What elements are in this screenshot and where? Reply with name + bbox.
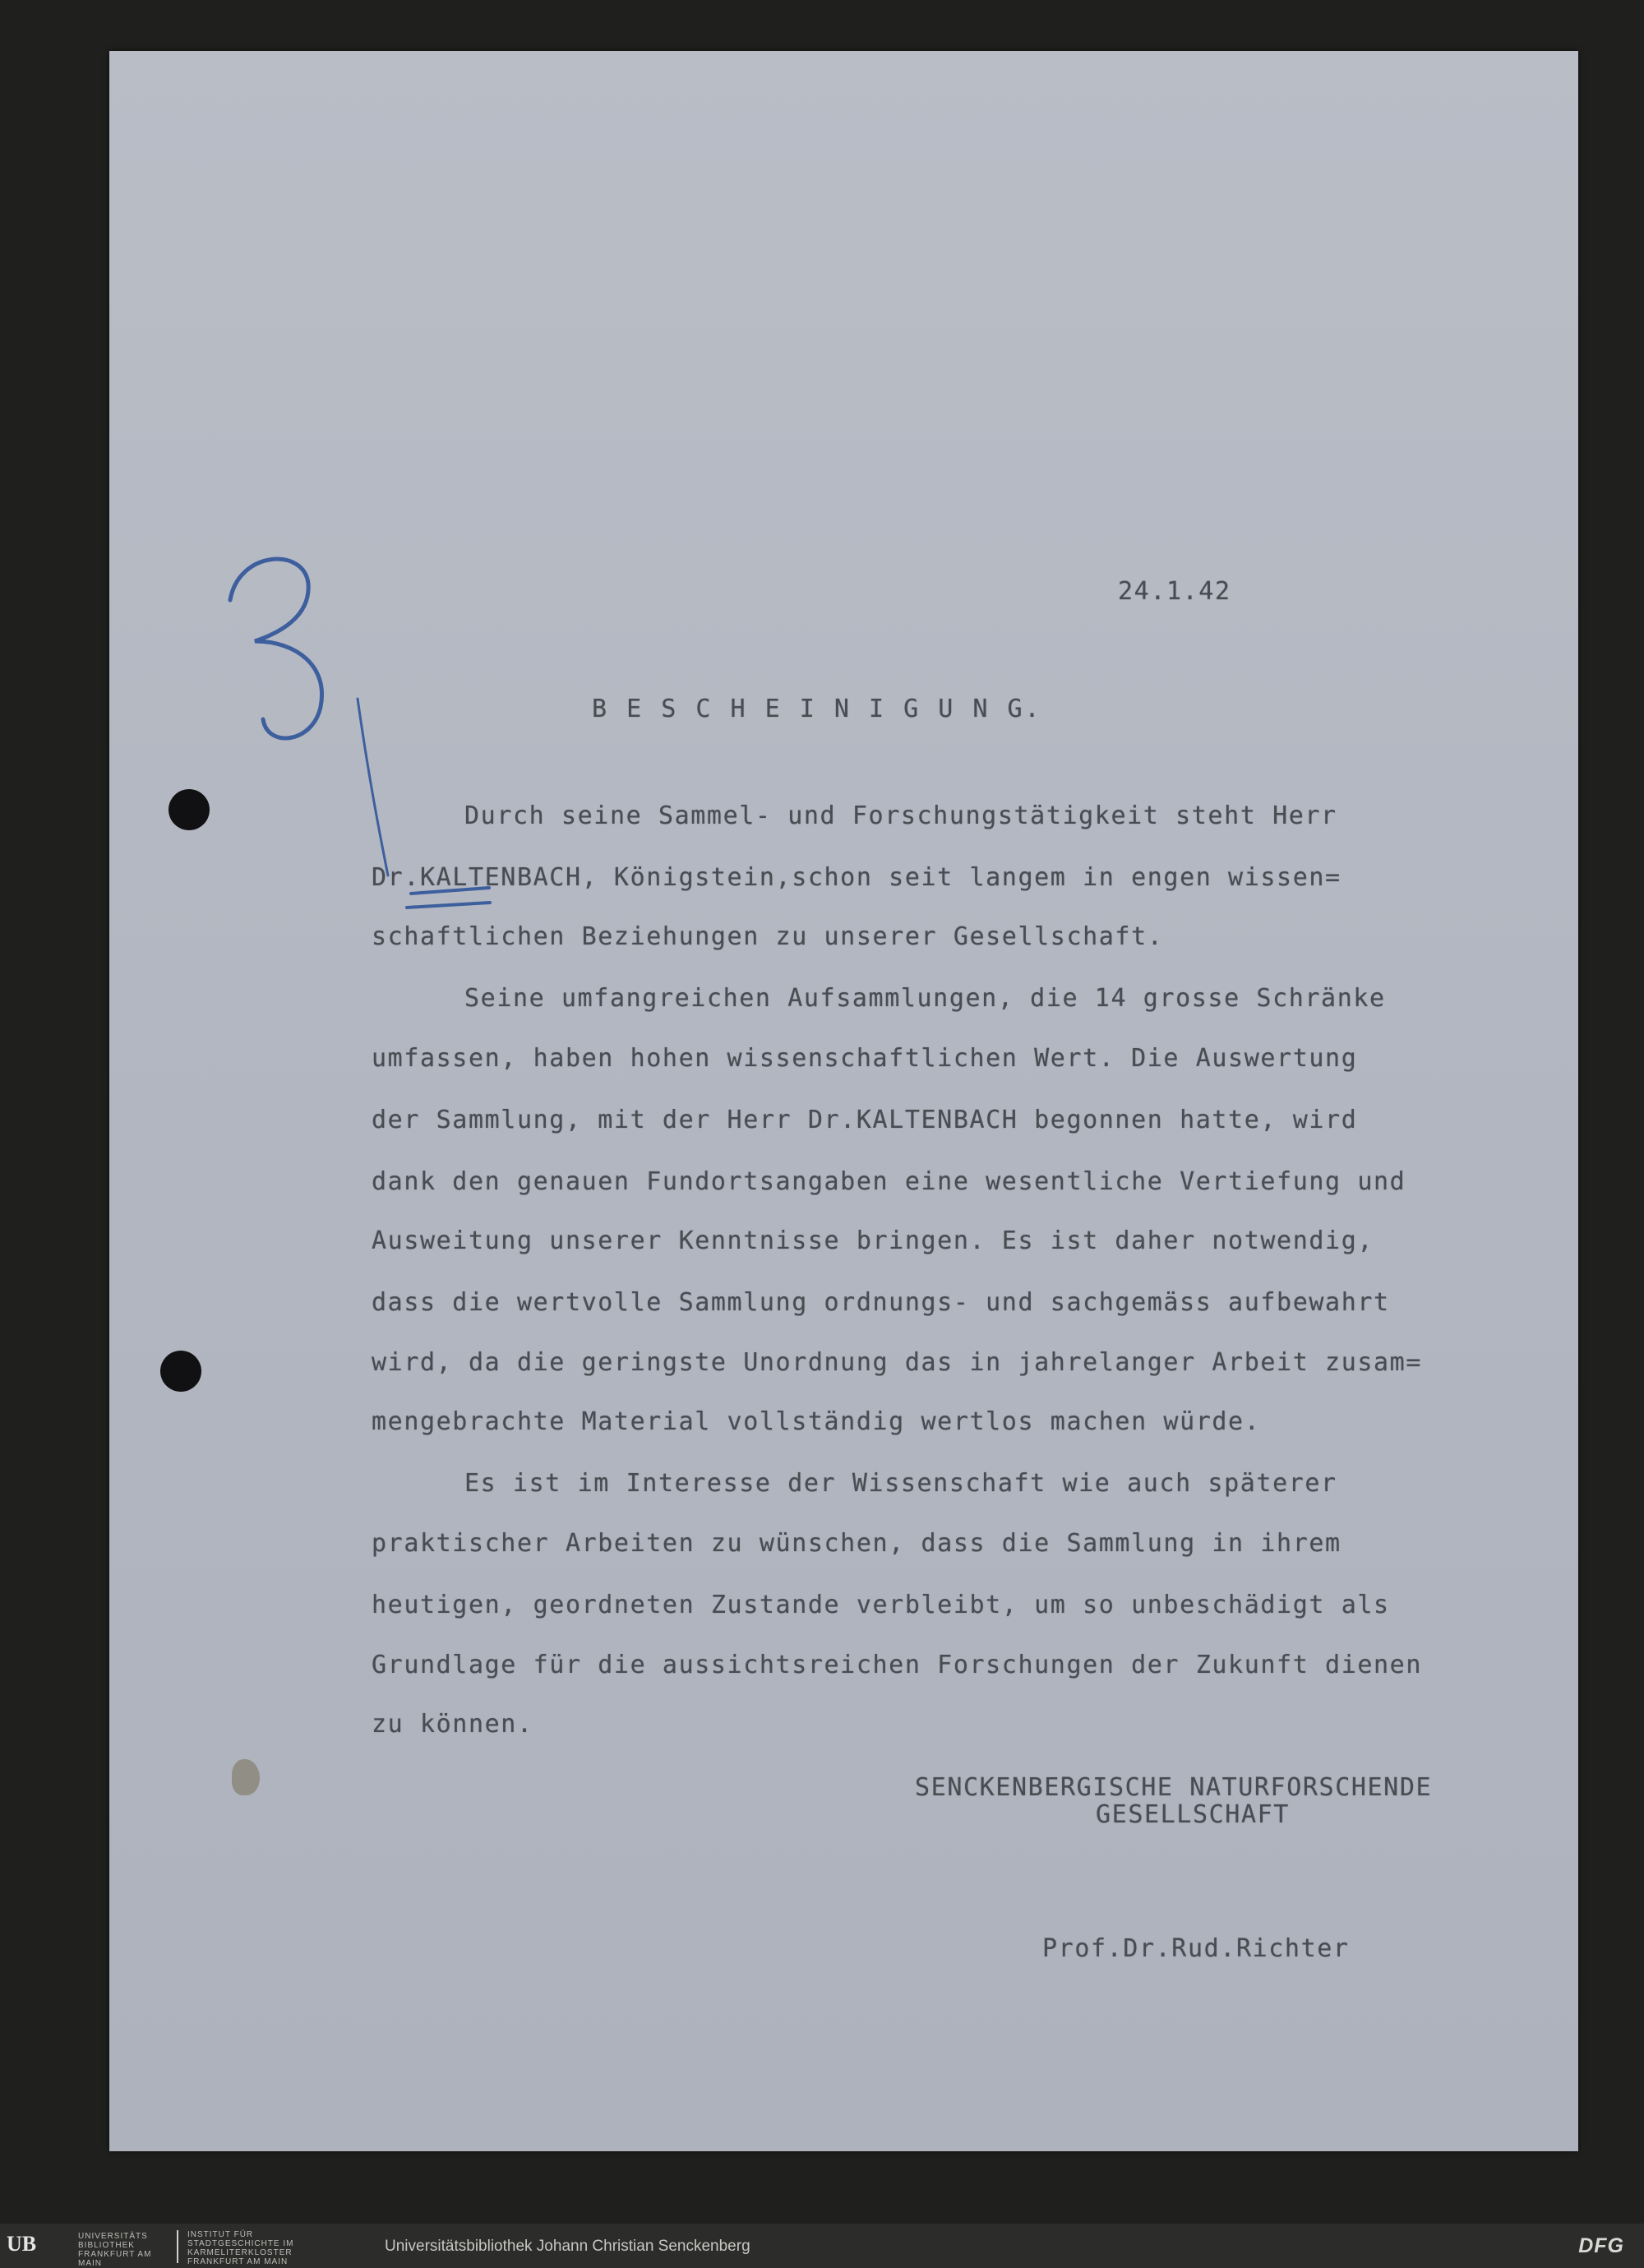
- dfg-logo: DFG: [1578, 2234, 1624, 2257]
- body-line-11: mengebrachte Material vollständig wertlos machen würde.: [372, 1407, 1261, 1436]
- body-line-7: dank den genauen Fundortsangaben eine wesentliche Vertiefung und: [372, 1167, 1406, 1196]
- body-line-3: schaftlichen Beziehungen zu unserer Gesellschaft.: [372, 922, 1164, 951]
- body-line-16: zu können.: [372, 1710, 533, 1739]
- document-title: B E S C H E I N I G U N G.: [592, 695, 1042, 723]
- footer-bar: [0, 2224, 1644, 2268]
- paper-stain: [232, 1759, 260, 1795]
- document-date: 24.1.42: [1118, 577, 1231, 606]
- ub-logo: UB: [7, 2232, 37, 2256]
- handwritten-number-3-mark: [206, 534, 501, 945]
- organization-name: SENCKENBERGISCHE NATURFORSCHENDE: [915, 1773, 1433, 1802]
- body-line-9: dass die wertvolle Sammlung ordnungs- und sachgemäss aufbewahrt: [372, 1288, 1390, 1317]
- body-line-13: praktischer Arbeiten zu wünschen, dass die Sammlung in ihrem: [372, 1529, 1342, 1558]
- institute-label: INSTITUT FÜR STADTGESCHICHTE IM KARMELITERKLOSTER FRANKFURT AM MAIN: [187, 2230, 294, 2266]
- signature-name: Prof.Dr.Rud.Richter: [1042, 1934, 1350, 1963]
- body-line-2: Dr.KALTENBACH, Königstein,schon seit langem in engen wissen=: [372, 863, 1342, 892]
- body-line-10: wird, da die geringste Unordnung das in jahrelanger Arbeit zusam=: [372, 1348, 1422, 1377]
- body-line-15: Grundlage für die aussichtsreichen Forschungen der Zukunft dienen: [372, 1651, 1422, 1679]
- institute-logo-bar: [177, 2230, 178, 2263]
- organization-name-line-2: GESELLSCHAFT: [1096, 1800, 1290, 1829]
- body-line-14: heutigen, geordneten Zustande verbleibt, um so unbeschädigt als: [372, 1591, 1390, 1619]
- body-line-6: der Sammlung, mit der Herr Dr.KALTENBACH begonnen hatte, wird: [372, 1106, 1358, 1134]
- body-line-5: umfassen, haben hohen wissenschaftlichen Wert. Die Auswertung: [372, 1044, 1358, 1073]
- punch-hole-upper: [169, 789, 210, 830]
- body-line-8: Ausweitung unserer Kenntnisse bringen. Es ist daher notwendig,: [372, 1226, 1374, 1255]
- body-line-4: Seine umfangreichen Aufsammlungen, die 14 grosse Schränke: [464, 984, 1386, 1013]
- body-line-12: Es ist im Interesse der Wissenschaft wie auch späterer: [464, 1469, 1337, 1498]
- punch-hole-lower: [160, 1351, 201, 1392]
- body-line-1: Durch seine Sammel- und Forschungstätigkeit steht Herr: [464, 801, 1337, 830]
- document-page: [109, 51, 1578, 2151]
- ub-label: UNIVERSITÄTS BIBLIOTHEK FRANKFURT AM MAIN: [78, 2232, 152, 2268]
- library-name: Universitätsbibliothek Johann Christian Senckenberg: [385, 2238, 750, 2255]
